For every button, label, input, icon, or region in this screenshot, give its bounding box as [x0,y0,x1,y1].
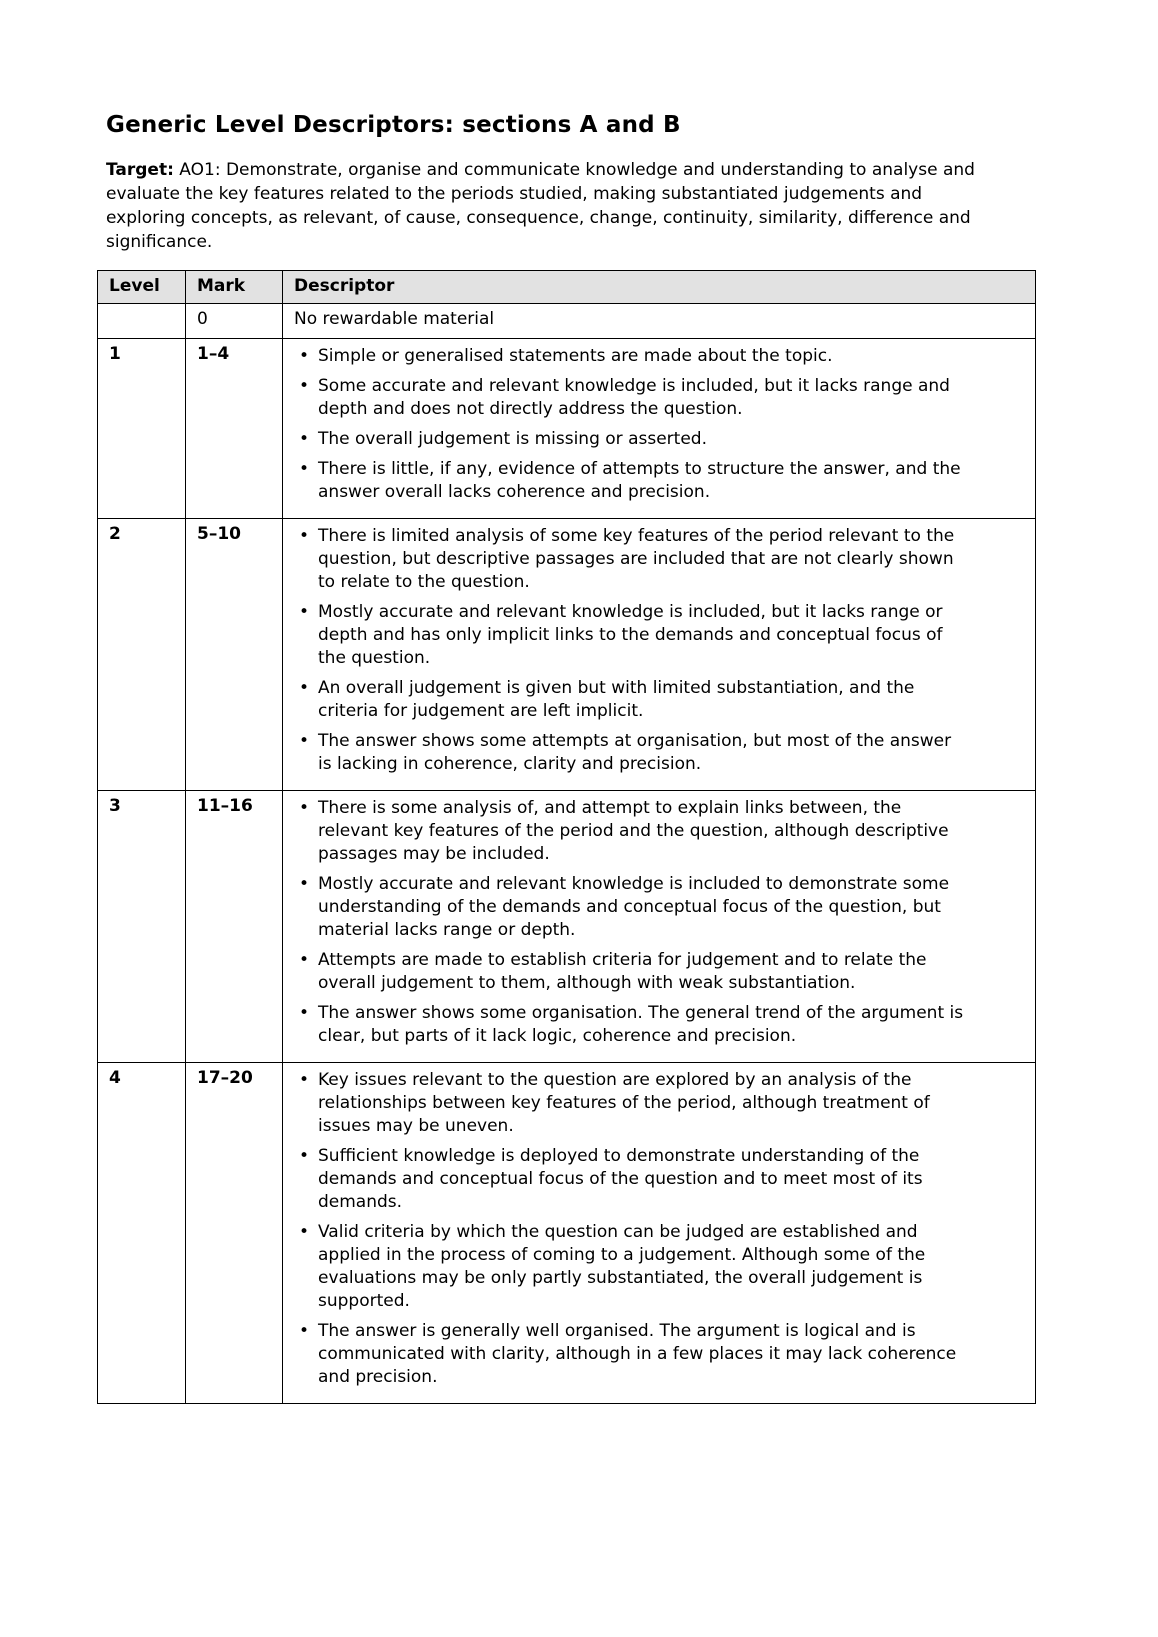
descriptor-cell [283,519,1036,791]
descriptor-bullet: • The overall judgement is missing or asserted. [294,428,965,451]
level-cell: 2 [98,519,186,791]
descriptor-cell [283,791,1036,1063]
descriptor-bullet: • Sufficient knowledge is deployed to demonstrate understanding of the demands and conceptual focus of the question and to meet most of its demands. [294,1145,965,1214]
descriptor-cell [283,1063,1036,1404]
target-text: AO1: Demonstrate, organise and communicate knowledge and understanding to analyse and evaluate the key features related to the periods studied, making substantiated judgements and exploring concepts, as relevant, of cause, consequence, change, continuity, similarity, difference and significance. [106,160,975,252]
target-label: Target: [106,160,174,180]
table-row-level-1 [98,339,1036,519]
descriptor-bullet: • There is some analysis of, and attempt to explain links between, the relevant key features of the period and the question, although descriptive passages may be included. [294,797,965,866]
table-row-level-2 [98,519,1036,791]
page-title: Generic Level Descriptors: sections A and B [106,112,681,138]
table-row-level-3 [98,791,1036,1063]
descriptor-bullet: • There is little, if any, evidence of attempts to structure the answer, and the answer overall lacks coherence and precision. [294,458,965,504]
descriptor-bullet: • Mostly accurate and relevant knowledge is included, but it lacks range or depth and has only implicit links to the demands and conceptual focus of the question. [294,601,965,670]
level-cell: 3 [98,791,186,1063]
header-level-cell: Level [98,271,186,304]
descriptor-bullet: • The answer shows some organisation. The general trend of the argument is clear, but parts of it lack logic, coherence and precision. [294,1002,965,1048]
table-header-row [98,271,1036,304]
level-cell: 1 [98,339,186,519]
descriptor-bullet: • Simple or generalised statements are made about the topic. [294,345,965,368]
header-mark-cell: Mark [186,271,283,304]
descriptor-bullet: • The answer shows some attempts at organisation, but most of the answer is lacking in coherence, clarity and precision. [294,730,965,776]
descriptor-cell [283,304,1036,339]
descriptor-bullet: • Key issues relevant to the question are explored by an analysis of the relationships between key features of the period, although treatment of issues may be uneven. [294,1069,965,1138]
descriptor-bullet: • Some accurate and relevant knowledge is included, but it lacks range and depth and does not directly address the question. [294,375,965,421]
header-descriptor-cell: Descriptor [283,271,1036,304]
descriptor-text: No rewardable material [294,309,495,329]
descriptor-bullet: • Attempts are made to establish criteria for judgement and to relate the overall judgement to them, although with weak substantiation. [294,949,965,995]
descriptor-bullet: • There is limited analysis of some key features of the period relevant to the question, but descriptive passages are included that are not clearly shown to relate to the question. [294,525,965,594]
table-row-no-reward [98,304,1036,339]
level-cell: 4 [98,1063,186,1404]
table-row-level-4 [98,1063,1036,1404]
descriptor-bullet: • Valid criteria by which the question can be judged are established and applied in the process of coming to a judgement. Although some of the evaluations may be only partly substantiated, the overall judgement is supported. [294,1221,965,1313]
level-descriptors-table [97,270,1036,1404]
mark-cell: 11–16 [186,791,283,1063]
mark-cell: 17–20 [186,1063,283,1404]
mark-cell: 1–4 [186,339,283,519]
descriptor-bullet: • Mostly accurate and relevant knowledge is included to demonstrate some understanding of the demands and conceptual focus of the question, but material lacks range or depth. [294,873,965,942]
descriptor-bullet: • The answer is generally well organised. The argument is logical and is communicated with clarity, although in a few places it may lack coherence and precision. [294,1320,965,1389]
descriptor-cell [283,339,1036,519]
level-cell [98,304,186,339]
mark-cell: 0 [186,304,283,339]
mark-cell: 5–10 [186,519,283,791]
target-paragraph [106,158,976,254]
descriptor-bullet: • An overall judgement is given but with limited substantiation, and the criteria for judgement are left implicit. [294,677,965,723]
